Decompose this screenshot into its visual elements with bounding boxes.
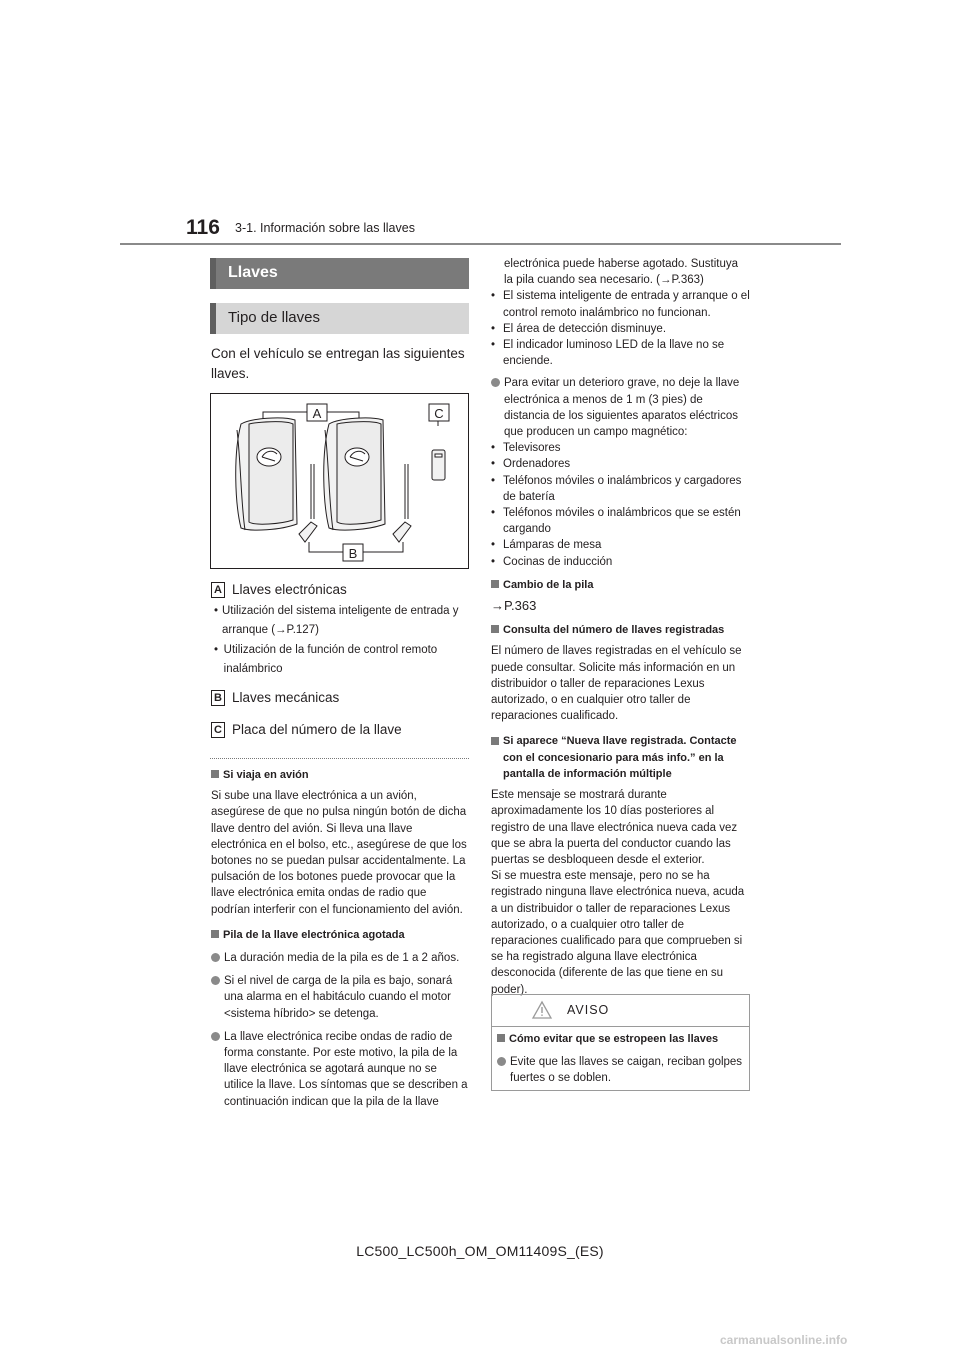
symptom-item xyxy=(491,288,750,320)
square-bullet-icon xyxy=(211,770,219,778)
new-key-text-2: Si se muestra este mensaje, pero no se ha registrado ninguna llave electrónica nueva, acuda a un distribuidor o taller de reparaciones Lexus autorizado, o a cualquier otro taller de reparaciones cualificado para que comprueben si se ha registrado alguna llave electrónica desconocida (diferente de las que tiene en su poder). xyxy=(491,870,745,996)
device-list xyxy=(491,440,750,570)
list-text: Lámparas de mesa xyxy=(503,539,602,552)
header-rule xyxy=(120,243,841,245)
battery-point: La llave electrónica recibe ondas de radio de forma constante. Por este motivo, la pila de la llave electrónica se agotará aunque no se utilice la llave. Los síntomas que se describen a continuación indican que la pila de la llave xyxy=(224,1030,468,1108)
badge-c: C xyxy=(211,722,225,738)
item-a-bullet: Utilización de la función de control remoto inalámbrico xyxy=(223,644,438,675)
page-number: 116 xyxy=(186,216,220,239)
warning-title: AVISO xyxy=(567,1003,610,1017)
battery-title: Pila de la llave electrónica agotada xyxy=(223,928,405,941)
bullet-mark: • xyxy=(491,539,496,552)
warning-content xyxy=(497,1031,745,1087)
circle-bullet-icon xyxy=(211,953,220,962)
list-text: Ordenadores xyxy=(503,458,571,471)
list-text: El sistema inteligente de entrada y arranque o el control remoto inalámbrico no funcionan. xyxy=(503,290,750,319)
device-item xyxy=(491,440,750,456)
keys-figure xyxy=(210,393,469,569)
figure-label-c: C xyxy=(434,406,444,421)
figure-label-b: B xyxy=(348,546,358,561)
warning-header xyxy=(491,994,750,1027)
circle-bullet-icon xyxy=(497,1057,506,1066)
left-notes xyxy=(211,767,468,1110)
figure-label-a: A xyxy=(312,406,322,421)
footer-code: LC500_LC500h_OM_OM11409S_(ES) xyxy=(356,1243,604,1259)
heading-title: Llaves xyxy=(228,264,278,281)
intro-text: Con el vehículo se entregan las siguientes llaves. xyxy=(211,346,465,381)
list-text: El área de detección disminuye. xyxy=(503,322,667,335)
change-ref: →P.363 xyxy=(491,598,537,614)
magnetic-text: Para evitar un deterioro grave, no deje la llave electrónica a menos de 1 m (3 pies) de distancia de los siguientes aparatos eléctricos que producen un campo magnético: xyxy=(504,377,740,439)
bullet-mark: • xyxy=(491,339,496,352)
list-text: Teléfonos móviles o inalámbricos y cargadores de batería xyxy=(503,474,742,503)
device-item xyxy=(491,554,750,570)
item-a-bullet: Utilización del sistema inteligente de entrada y arranque (→P.127) xyxy=(221,605,459,636)
badge-a: A xyxy=(211,582,225,598)
device-item xyxy=(491,456,750,472)
heading-bar xyxy=(210,258,469,289)
bullet-mark: • xyxy=(491,458,496,471)
item-a-bullets: • Utilización del sistema inteligente de entrada y arranque (→P.127) • Utilización de la función de control remoto inalámbrico xyxy=(214,602,466,679)
device-item xyxy=(491,473,750,505)
subheading-title: Tipo de llaves xyxy=(228,309,320,326)
watermark: carmanualsonline.info xyxy=(720,1333,848,1347)
circle-bullet-icon xyxy=(491,378,500,387)
list-text: Cocinas de inducción xyxy=(503,555,613,568)
new-key-title: Si aparece “Nueva llave registrada. Contacte con el concesionario para más info.” en la pantalla de información múltiple xyxy=(503,735,737,780)
circle-bullet-icon xyxy=(211,976,220,985)
item-a-label: Llaves electrónicas xyxy=(232,582,347,597)
airplane-text: Si sube una llave electrónica a un avión, asegúrese de que no pulsa ningún botón de dicha llave dentro del avión. Si lleva una llave electrónica en el bolso, etc., asegúrese de que los botones no se puedan pulsar accidentalmente. La pulsación de los botones puede provocar que la llave electrónica emita ondas de radio que podrían interferir con el funcionamiento del avión. xyxy=(211,790,467,916)
device-item xyxy=(491,505,750,537)
square-bullet-icon xyxy=(491,737,499,745)
warning-text: Evite que las llaves se caigan, reciban golpes fuertes o se doblen. xyxy=(510,1056,743,1085)
square-bullet-icon xyxy=(491,625,499,633)
symptom-item xyxy=(491,337,750,369)
new-key-text: Este mensaje se mostrará durante aproximadamente los 10 días posteriores al registro de una llave electrónica nueva cada vez que se abra la puerta del conductor cuando las puertas se desbloqueen desde el exterior. xyxy=(491,789,738,866)
circle-bullet-icon xyxy=(211,1032,220,1041)
list-text: Televisores xyxy=(503,442,561,455)
item-c-label: Placa del número de la llave xyxy=(232,722,402,737)
registered-title: Consulta del número de llaves registradas xyxy=(503,624,725,637)
registered-text: El número de llaves registradas en el vehículo se puede consultar. Solicite más información en un distribuidor o taller de reparaciones Lexus autorizado, o en cualquier otro taller de reparaciones cualificado. xyxy=(491,645,742,723)
bullet-mark: • xyxy=(491,474,496,487)
badge-b: B xyxy=(211,690,225,706)
right-notes xyxy=(491,256,750,998)
airplane-title: Si viaja en avión xyxy=(223,769,309,781)
bullet-mark: • xyxy=(491,555,496,568)
square-bullet-icon xyxy=(497,1034,505,1042)
symptom-item xyxy=(491,321,750,337)
bullet-mark: • xyxy=(491,507,496,520)
warning-triangle-icon xyxy=(531,1000,553,1020)
bullet-mark: • xyxy=(491,322,496,335)
list-text: Teléfonos móviles o inalámbricos que se estén cargando xyxy=(503,507,741,536)
keys-illustration xyxy=(211,394,468,568)
battery-point: La duración media de la pila es de 1 a 2 años. xyxy=(224,952,460,965)
item-b-label: Llaves mecánicas xyxy=(232,690,340,705)
square-bullet-icon xyxy=(491,580,499,588)
divider xyxy=(210,758,469,759)
battery-point: Si el nivel de carga de la pila es bajo, sonará una alarma en el habitáculo cuando el motor <sistema híbrido> se detenga. xyxy=(224,975,453,1020)
continued-text: electrónica puede haberse agotado. Sustituya la pila cuando sea necesario. (→P.363) xyxy=(504,258,738,287)
warning-subtitle: Cómo evitar que se estropeen las llaves xyxy=(509,1033,719,1045)
change-title: Cambio de la pila xyxy=(503,578,594,591)
section-title: 3-1. Información sobre las llaves xyxy=(235,221,415,235)
list-text: El indicador luminoso LED de la llave no se enciende. xyxy=(503,339,725,368)
device-item xyxy=(491,537,750,553)
bullet-mark: • xyxy=(491,290,496,303)
symptom-list xyxy=(491,288,750,369)
square-bullet-icon xyxy=(211,930,219,938)
bullet-mark: • xyxy=(491,442,496,455)
subheading-bar xyxy=(210,303,469,334)
